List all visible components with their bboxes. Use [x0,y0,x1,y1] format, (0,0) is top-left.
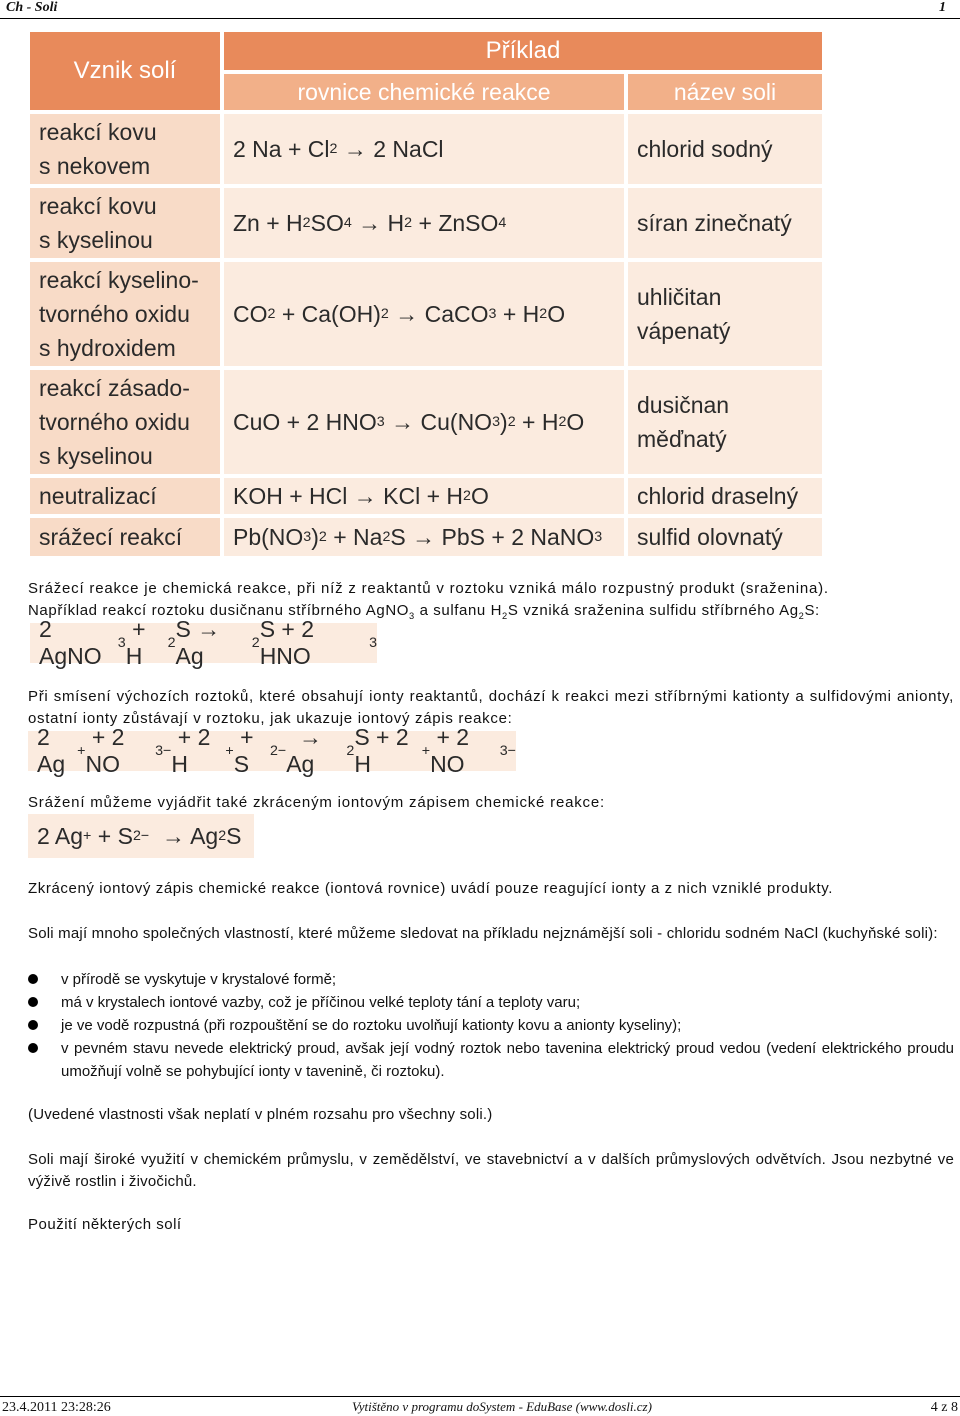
subscript: 2 [502,611,508,621]
list-item [28,968,954,991]
equation-cell: Zn + H 2 SO 4 → H 2 + ZnSO 4 [224,188,624,258]
equation-cell: Pb(NO 3 ) 2 + Na 2 S → PbS + 2 NaNO 3 [224,518,624,556]
header-rovnice: rovnice chemické reakce [224,74,624,110]
page-footer [0,1396,960,1416]
origin-line: reakcí kovu [39,119,157,145]
table-row-origin [30,262,220,366]
table-row-origin: srážecí reakcí [30,518,220,556]
list-item-text: je ve vodě rozpustná (při rozpouštění se do roztoku uvolňují kationty kovu a anionty kyseliny); [61,1017,682,1034]
footer-page: 4 z 8 [930,1400,958,1415]
origin-line: s hydroxidem [39,335,176,361]
bullet-icon [28,1043,38,1053]
salt-name-cell: sulfid olovnatý [628,518,822,556]
table-row-origin [30,114,220,184]
header-page-number: 1 [939,0,946,15]
equation-ionic-short: 2 Ag + + S 2− → Ag 2 S [28,814,254,858]
header-nazev-soli: název soli [628,74,822,110]
salt-line: měďnatý [637,426,727,452]
header-priklad: Příklad [224,32,822,70]
table-row-origin [30,188,220,258]
paragraph-srazeni: Srážení můžeme vyjádřit také zkráceným iontovým zápisem chemické reakce: [28,794,605,811]
origin-line: reakcí zásado- [39,375,190,401]
salt-name-cell: chlorid draselný [628,478,822,514]
origin-line: reakcí kovu [39,193,157,219]
list-item-text: má v krystalech iontové vazby, což je příčinou velké teploty tání a teploty varu; [61,994,581,1011]
page-header [0,0,960,19]
text-run: a sulfanu H [414,602,503,619]
salt-name-cell [628,262,822,366]
paragraph-vyuziti: Soli mají široké využití v chemickém průmyslu, v zemědělství, ve stavebnictví a v dalších průmyslových odvětvích. Jsou nezbytné ve výživě rostlin i živočichů. [28,1151,954,1190]
text-run: S vzniká sraženina sulfidu stříbrného Ag [507,602,799,619]
section-heading-pouziti: Použití některých solí [28,1216,182,1233]
footer-datetime: 23.4.2011 23:28:26 [2,1400,111,1415]
paragraph-srazeci-reakce: Srážecí reakce je chemická reakce, při níž z reaktantů v roztoku vzniká málo rozpustný produkt (sraženina). [28,580,829,597]
list-item [28,991,954,1014]
salt-line: vápenatý [637,318,731,344]
table-row-origin: neutralizací [30,478,220,514]
salt-name-cell [628,370,822,474]
origin-line: s kyselinou [39,443,153,469]
header-vznik-soli: Vznik solí [30,32,220,110]
salt-line: dusičnan [637,392,730,418]
origin-line: tvorného oxidu [39,301,190,327]
bullet-icon [28,1020,38,1030]
origin-line: reakcí kyselino- [39,267,199,293]
table-row-origin [30,370,220,474]
text-run: S: [804,602,820,619]
salt-name-cell: síran zinečnatý [628,188,822,258]
origin-line: s nekovem [39,153,151,179]
list-item [28,1014,954,1037]
list-item-text: v přírodě se vyskytuje v krystalové formě; [61,971,337,988]
salt-formation-table [30,32,822,556]
paragraph-poznamka: (Uvedené vlastnosti však neplatí v plném rozsahu pro všechny soli.) [28,1106,493,1123]
equation-cell: CO 2 + Ca(OH) 2 → CaCO 3 + H 2 O [224,262,624,366]
bullet-icon [28,997,38,1007]
origin-line: s kyselinou [39,227,153,253]
equation-cell: KOH + HCl → KCl + H 2 O [224,478,624,514]
equation-cell: CuO + 2 HNO 3 → Cu(NO 3 ) 2 + H 2 O [224,370,624,474]
text-run: Například reakcí roztoku dusičnanu stříbrného AgNO [28,602,410,619]
equation-cell: 2 Na + Cl 2 → 2 NaCl [224,114,624,184]
equation-molecular: 2 AgNO 3 + H 2 S → Ag 2 S + 2 HNO 3 [30,623,377,663]
list-item-text: v pevném stavu nevede elektrický proud, avšak její vodný roztok nebo tavenina elektrický proud vedou (vedení elektrického proudu umožňují volně se pohybující ionty v tavenině, či roztoku). [61,1040,954,1080]
footer-printed-by: Vytištěno v programu doSystem - EduBase (www.dosli.cz) [352,1399,652,1414]
equation-ionic-full: 2 Ag + + 2 NO 3 − + 2 H + + S 2− → Ag 2 S + 2 H + + 2 NO 3 − [28,731,516,771]
list-item [28,1037,954,1083]
document-title: Ch - Soli [6,0,58,15]
paragraph-vlastnosti: Soli mají mnoho společných vlastností, které můžeme sledovat na příkladu nejznámější soli - chloridu sodném NaCl (kuchyňské soli): [28,925,938,942]
properties-list [28,968,954,1083]
salt-name-cell: chlorid sodný [628,114,822,184]
paragraph-smiseni: Při smísení výchozích roztoků, které obsahují ionty reaktantů, dochází k reakci mezi stříbrnými kationty a sulfidovými anionty, ostatní ionty zůstávají v roztoku, jak ukazuje iontový zápis reakce: [28,688,954,727]
bullet-icon [28,974,38,984]
subscript: 2 [798,611,805,621]
subscript: 3 [409,611,415,621]
salt-line: uhličitan [637,284,722,310]
paragraph-zkraceny: Zkrácený iontový zápis chemické reakce (iontová rovnice) uvádí pouze reagující ionty a z nich vzniklé produkty. [28,880,834,897]
origin-line: tvorného oxidu [39,409,190,435]
